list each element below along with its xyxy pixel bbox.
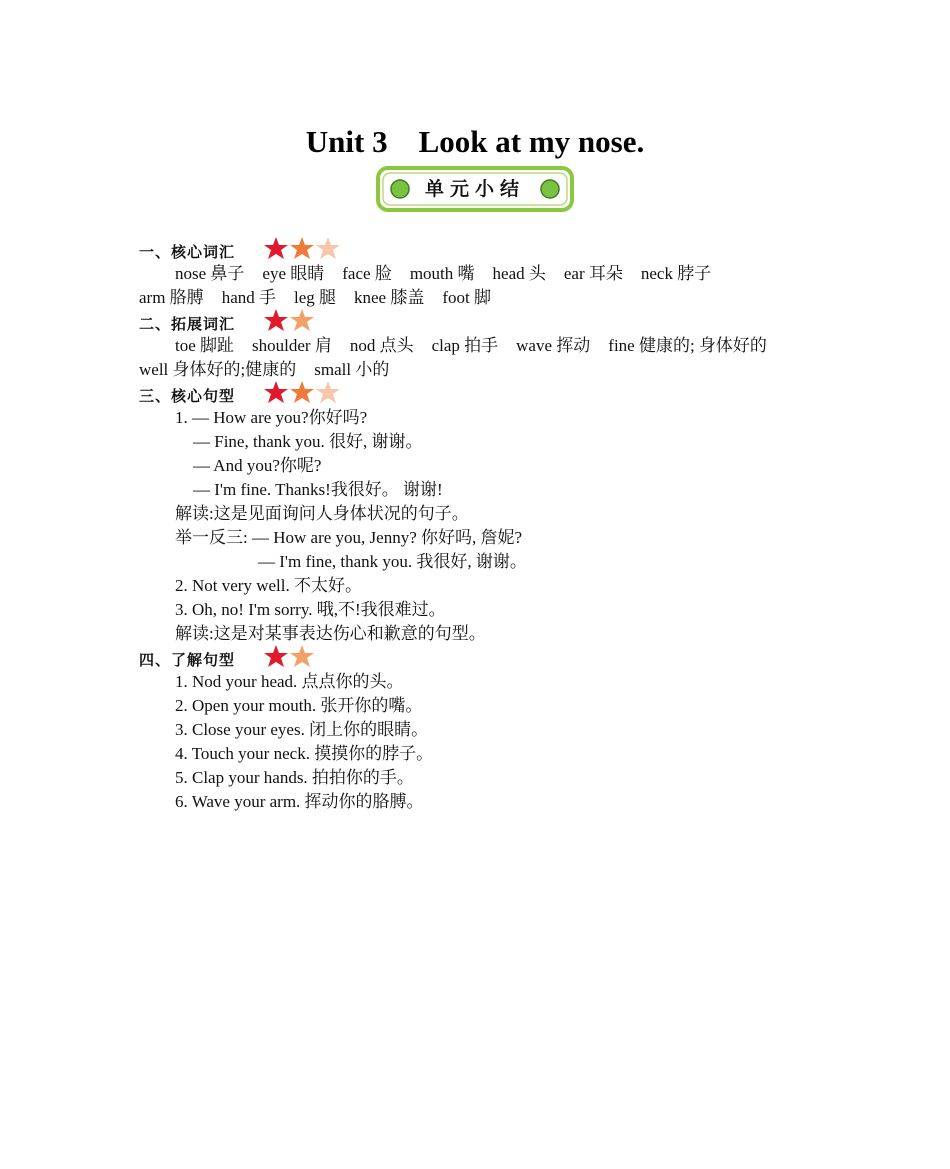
star-icon [290, 645, 314, 667]
rating-stars-icon [264, 236, 344, 262]
vocab-item: head 头 [492, 264, 546, 283]
sentence-line: 5. Clap your hands. 拍拍你的手。 [175, 768, 414, 787]
sentence-line: — I'm fine. Thanks!我很好。 谢谢! [193, 480, 443, 499]
extended-vocab-row-2 [139, 358, 389, 382]
star-icon [290, 309, 314, 331]
vocab-item: ear 耳朵 [563, 264, 623, 283]
star-icon [264, 309, 288, 331]
vocab-item: mouth 嘴 [409, 264, 475, 283]
badge-label: 单元小结 [424, 178, 525, 200]
vocab-item: fine 健康的; 身体好的 [608, 336, 767, 355]
rating-stars-icon [264, 308, 344, 334]
sentence-line: 2. Open your mouth. 张开你的嘴。 [175, 696, 423, 715]
vocab-item: arm 胳膊 [139, 288, 204, 307]
example-line: — I'm fine, thank you. 我很好, 谢谢。 [258, 552, 527, 571]
sentence-line: 3. Close your eyes. 闭上你的眼睛。 [175, 720, 429, 739]
section-heading-extended-vocab: 二、拓展词汇 [139, 315, 236, 333]
vocab-item: eye 眼睛 [262, 264, 325, 283]
vocab-item: clap 拍手 [431, 336, 499, 355]
vocab-item: nod 点头 [349, 336, 414, 355]
core-vocab-row-1 [175, 262, 711, 286]
rating-stars-icon [264, 380, 344, 406]
vocab-item: face 脸 [342, 264, 392, 283]
example-line: 举一反三: — How are you, Jenny? 你好吗, 詹妮? [175, 528, 523, 547]
sentence-line: 1. — How are you?你好吗? [175, 408, 368, 427]
star-icon [316, 381, 340, 403]
vocab-item: nose 鼻子 [175, 264, 245, 283]
section-heading-core-vocab: 一、核心词汇 [139, 243, 236, 261]
vocab-item: toe 脚趾 [175, 336, 235, 355]
sentence-line: 2. Not very well. 不太好。 [175, 576, 362, 595]
section-heading-understand-sentences: 四、了解句型 [139, 651, 236, 669]
vocab-item: leg 腿 [293, 288, 337, 307]
vocab-item: small 小的 [314, 360, 390, 379]
extended-vocab-row-1 [175, 334, 767, 358]
star-icon [264, 237, 288, 259]
vocab-item: neck 脖子 [640, 264, 712, 283]
vocab-item: foot 脚 [442, 288, 491, 307]
sentence-line: 1. Nod your head. 点点你的头。 [175, 672, 404, 691]
page-title: Unit 3 Look at my nose. [305, 124, 645, 159]
vocab-item: hand 手 [221, 288, 276, 307]
star-icon [316, 237, 340, 259]
star-icon [264, 645, 288, 667]
sentence-line: 4. Touch your neck. 摸摸你的脖子。 [175, 744, 434, 763]
star-icon [290, 237, 314, 259]
explanation-line: 解读:这是对某事表达伤心和歉意的句型。 [175, 624, 486, 643]
rating-stars-icon [264, 644, 344, 670]
sentence-line: 6. Wave your arm. 挥动你的胳膊。 [175, 792, 424, 811]
vocab-item: well 身体好的;健康的 [139, 360, 297, 379]
vocab-item: wave 挥动 [516, 336, 591, 355]
core-vocab-row-2 [139, 286, 491, 310]
vocab-item: knee 膝盖 [354, 288, 425, 307]
sentence-line: — Fine, thank you. 很好, 谢谢。 [193, 432, 423, 451]
vocab-item: shoulder 肩 [252, 336, 332, 355]
sentence-line: — And you?你呢? [193, 456, 322, 475]
explanation-line: 解读:这是见面询问人身体状况的句子。 [175, 504, 469, 523]
star-icon [264, 381, 288, 403]
star-icon [290, 381, 314, 403]
section-heading-core-sentences: 三、核心句型 [139, 387, 236, 405]
sentence-line: 3. Oh, no! I'm sorry. 哦,不!我很难过。 [175, 600, 446, 619]
unit-summary-badge [376, 166, 574, 212]
